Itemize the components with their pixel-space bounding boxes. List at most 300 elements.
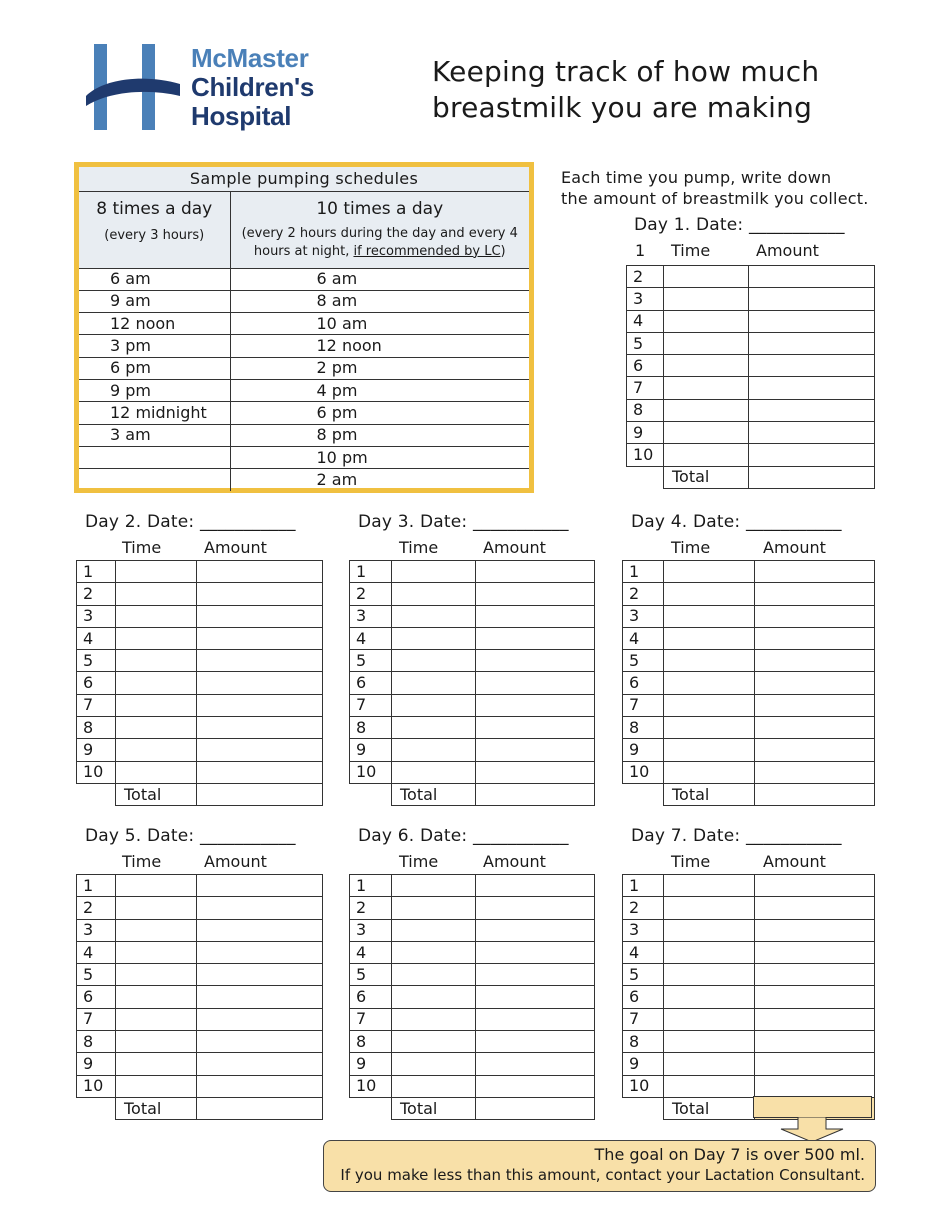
day-2-row bbox=[77, 672, 323, 694]
total-amount-cell[interactable] bbox=[197, 1097, 323, 1119]
logo-word-childrens: Children's bbox=[191, 72, 315, 102]
day-1-row bbox=[627, 422, 875, 444]
day-2-row bbox=[77, 627, 323, 649]
day-1-row bbox=[627, 399, 875, 421]
schedule-10x-time: 6 pm bbox=[230, 402, 529, 424]
amount-entry-cell[interactable] bbox=[197, 672, 323, 694]
day-2-row bbox=[77, 694, 323, 716]
amount-entry-cell[interactable] bbox=[755, 761, 875, 783]
time-entry-cell[interactable] bbox=[116, 1053, 197, 1075]
time-entry-cell[interactable] bbox=[116, 964, 197, 986]
time-entry-cell[interactable] bbox=[392, 627, 476, 649]
amount-entry-cell[interactable] bbox=[755, 986, 875, 1008]
row-number: 7 bbox=[350, 694, 392, 716]
row-number: 1 bbox=[623, 875, 664, 897]
amount-entry-cell[interactable] bbox=[476, 561, 595, 583]
day-4-label: Day 4. Date: ___________ bbox=[631, 512, 842, 532]
amount-entry-cell[interactable] bbox=[476, 627, 595, 649]
amount-entry-cell[interactable] bbox=[476, 919, 595, 941]
schedule-row bbox=[79, 446, 529, 468]
amount-entry-cell[interactable] bbox=[197, 761, 323, 783]
row-number: 6 bbox=[627, 355, 664, 377]
amount-entry-cell[interactable] bbox=[197, 627, 323, 649]
day-5-row bbox=[77, 1053, 323, 1075]
amount-entry-cell[interactable] bbox=[755, 964, 875, 986]
day-4-row bbox=[623, 761, 875, 783]
amount-entry-cell[interactable] bbox=[755, 875, 875, 897]
row-number: 1 bbox=[350, 561, 392, 583]
day-2-row bbox=[77, 583, 323, 605]
row-number: 10 bbox=[350, 1075, 392, 1097]
day-7-row bbox=[623, 919, 875, 941]
time-entry-cell[interactable] bbox=[664, 332, 749, 354]
row-number: 3 bbox=[77, 605, 116, 627]
day-4-table bbox=[622, 560, 875, 806]
hospital-logo bbox=[84, 42, 344, 134]
row-number: 8 bbox=[350, 717, 392, 739]
row-number: 9 bbox=[77, 739, 116, 761]
schedule-8x-time: 3 am bbox=[79, 424, 230, 446]
page-title-line-1: Keeping track of how much bbox=[432, 55, 820, 88]
day-1-row bbox=[627, 444, 875, 466]
day-1-table bbox=[626, 265, 875, 489]
schedule-row bbox=[79, 402, 529, 424]
time-entry-cell[interactable] bbox=[664, 875, 755, 897]
time-entry-cell[interactable] bbox=[392, 875, 476, 897]
day-1-row bbox=[627, 332, 875, 354]
schedule-8x-time: 9 pm bbox=[79, 379, 230, 401]
row-number: 9 bbox=[350, 739, 392, 761]
time-entry-cell[interactable] bbox=[116, 739, 197, 761]
schedule-row bbox=[79, 379, 529, 401]
day-3-row bbox=[350, 717, 595, 739]
total-amount-cell[interactable] bbox=[476, 783, 595, 805]
amount-entry-cell[interactable] bbox=[197, 717, 323, 739]
amount-entry-cell[interactable] bbox=[755, 739, 875, 761]
schedule-caption: Sample pumping schedules bbox=[79, 167, 529, 191]
day-5-row bbox=[77, 1008, 323, 1030]
day-3-row bbox=[350, 694, 595, 716]
day-5-row bbox=[77, 986, 323, 1008]
amount-entry-cell[interactable] bbox=[755, 897, 875, 919]
amount-entry-cell[interactable] bbox=[476, 694, 595, 716]
amount-entry-cell[interactable] bbox=[755, 694, 875, 716]
amount-entry-cell[interactable] bbox=[476, 672, 595, 694]
row-number: 10 bbox=[77, 761, 116, 783]
time-entry-cell[interactable] bbox=[116, 761, 197, 783]
day-3-label: Day 3. Date: ___________ bbox=[358, 512, 569, 532]
day-5-row bbox=[77, 897, 323, 919]
amount-entry-cell[interactable] bbox=[749, 332, 875, 354]
sample-schedule-box bbox=[74, 162, 534, 493]
time-entry-cell[interactable] bbox=[116, 717, 197, 739]
instruction-line-2: the amount of breastmilk you collect. bbox=[561, 189, 869, 208]
day-3-total-row bbox=[350, 783, 595, 805]
row-number: 9 bbox=[623, 739, 664, 761]
day-5-row bbox=[77, 941, 323, 963]
total-label: Total bbox=[664, 783, 755, 805]
time-entry-cell[interactable] bbox=[664, 266, 749, 288]
amount-entry-cell[interactable] bbox=[755, 941, 875, 963]
day-1-row bbox=[627, 355, 875, 377]
total-spacer bbox=[627, 466, 664, 488]
time-entry-cell[interactable] bbox=[392, 897, 476, 919]
time-entry-cell[interactable] bbox=[116, 605, 197, 627]
row-number: 8 bbox=[627, 399, 664, 421]
day-5-table bbox=[76, 874, 323, 1120]
time-entry-cell[interactable] bbox=[664, 355, 749, 377]
amount-entry-cell[interactable] bbox=[476, 1008, 595, 1030]
schedule-10x-time: 10 pm bbox=[230, 446, 529, 468]
day-1-label: Day 1. Date: ___________ bbox=[634, 215, 845, 235]
amount-entry-cell[interactable] bbox=[755, 1053, 875, 1075]
day-5-row bbox=[77, 919, 323, 941]
time-entry-cell[interactable] bbox=[392, 919, 476, 941]
amount-entry-cell[interactable] bbox=[197, 739, 323, 761]
time-entry-cell[interactable] bbox=[392, 1031, 476, 1053]
day-1-row bbox=[627, 377, 875, 399]
time-entry-cell[interactable] bbox=[116, 897, 197, 919]
day-2-row bbox=[77, 561, 323, 583]
amount-entry-cell[interactable] bbox=[197, 561, 323, 583]
row-number: 6 bbox=[623, 986, 664, 1008]
amount-entry-cell[interactable] bbox=[749, 444, 875, 466]
time-entry-cell[interactable] bbox=[664, 605, 755, 627]
row-number: 5 bbox=[77, 964, 116, 986]
amount-entry-cell[interactable] bbox=[197, 897, 323, 919]
time-entry-cell[interactable] bbox=[664, 739, 755, 761]
amount-entry-cell[interactable] bbox=[197, 964, 323, 986]
row-number: 6 bbox=[77, 986, 116, 1008]
amount-entry-cell[interactable] bbox=[476, 986, 595, 1008]
time-entry-cell[interactable] bbox=[116, 627, 197, 649]
day-3-row bbox=[350, 627, 595, 649]
row-number: 6 bbox=[350, 986, 392, 1008]
row-number: 2 bbox=[623, 897, 664, 919]
schedule-row bbox=[79, 268, 529, 290]
day-6-table bbox=[349, 874, 595, 1120]
amount-entry-cell[interactable] bbox=[197, 919, 323, 941]
time-entry-cell[interactable] bbox=[664, 941, 755, 963]
amount-entry-cell[interactable] bbox=[476, 583, 595, 605]
schedule-10x-time: 8 am bbox=[230, 290, 529, 312]
time-entry-cell[interactable] bbox=[392, 717, 476, 739]
row-number: 4 bbox=[350, 941, 392, 963]
day-7-row bbox=[623, 986, 875, 1008]
schedule-row bbox=[79, 469, 529, 491]
day-2-row bbox=[77, 605, 323, 627]
row-number: 2 bbox=[77, 583, 116, 605]
day-7-table bbox=[622, 874, 875, 1120]
time-entry-cell[interactable] bbox=[116, 672, 197, 694]
day-5-row bbox=[77, 964, 323, 986]
schedule-row bbox=[79, 290, 529, 312]
row-number: 10 bbox=[623, 1075, 664, 1097]
time-entry-cell[interactable] bbox=[664, 399, 749, 421]
time-entry-cell[interactable] bbox=[664, 761, 755, 783]
schedule-10x-time: 4 pm bbox=[230, 379, 529, 401]
schedule-col2-subtitle bbox=[231, 225, 530, 261]
amount-entry-cell[interactable] bbox=[749, 377, 875, 399]
day-2-table bbox=[76, 560, 323, 806]
amount-entry-cell[interactable] bbox=[476, 897, 595, 919]
time-entry-cell[interactable] bbox=[664, 1053, 755, 1075]
day-5-total-row bbox=[77, 1097, 323, 1119]
time-entry-cell[interactable] bbox=[392, 672, 476, 694]
amount-entry-cell[interactable] bbox=[755, 1031, 875, 1053]
schedule-10x-time: 12 noon bbox=[230, 335, 529, 357]
amount-entry-cell[interactable] bbox=[476, 875, 595, 897]
amount-entry-cell[interactable] bbox=[755, 561, 875, 583]
time-entry-cell[interactable] bbox=[392, 1075, 476, 1097]
amount-entry-cell[interactable] bbox=[749, 310, 875, 332]
time-entry-cell[interactable] bbox=[664, 986, 755, 1008]
row-number: 3 bbox=[350, 605, 392, 627]
row-number: 8 bbox=[77, 717, 116, 739]
goal-callout bbox=[323, 1140, 876, 1192]
day-6-time-header: Time bbox=[399, 852, 439, 871]
row-number: 9 bbox=[627, 422, 664, 444]
time-entry-cell[interactable] bbox=[392, 761, 476, 783]
row-number: 6 bbox=[350, 672, 392, 694]
day-2-total-row bbox=[77, 783, 323, 805]
amount-entry-cell[interactable] bbox=[197, 694, 323, 716]
time-entry-cell[interactable] bbox=[664, 672, 755, 694]
time-entry-cell[interactable] bbox=[664, 422, 749, 444]
total-amount-cell[interactable] bbox=[476, 1097, 595, 1119]
time-entry-cell[interactable] bbox=[116, 694, 197, 716]
total-amount-cell[interactable] bbox=[755, 783, 875, 805]
row-number: 3 bbox=[623, 605, 664, 627]
time-entry-cell[interactable] bbox=[664, 377, 749, 399]
amount-entry-cell[interactable] bbox=[749, 355, 875, 377]
time-entry-cell[interactable] bbox=[392, 1053, 476, 1075]
schedule-rows bbox=[79, 268, 529, 491]
day-3-row bbox=[350, 561, 595, 583]
row-number: 7 bbox=[627, 377, 664, 399]
time-entry-cell[interactable] bbox=[392, 739, 476, 761]
amount-entry-cell[interactable] bbox=[755, 627, 875, 649]
total-spacer bbox=[350, 783, 392, 805]
amount-entry-cell[interactable] bbox=[755, 1075, 875, 1097]
time-entry-cell[interactable] bbox=[664, 650, 755, 672]
day-1-log bbox=[625, 214, 875, 489]
time-entry-cell[interactable] bbox=[392, 605, 476, 627]
time-entry-cell[interactable] bbox=[392, 583, 476, 605]
amount-entry-cell[interactable] bbox=[476, 941, 595, 963]
time-entry-cell[interactable] bbox=[664, 627, 755, 649]
day-7-label: Day 7. Date: ___________ bbox=[631, 826, 842, 846]
amount-entry-cell[interactable] bbox=[755, 605, 875, 627]
time-entry-cell[interactable] bbox=[116, 875, 197, 897]
amount-entry-cell[interactable] bbox=[197, 875, 323, 897]
day-2-label: Day 2. Date: ___________ bbox=[85, 512, 296, 532]
amount-entry-cell[interactable] bbox=[755, 650, 875, 672]
amount-entry-cell[interactable] bbox=[476, 761, 595, 783]
amount-entry-cell[interactable] bbox=[197, 583, 323, 605]
schedule-10x-time: 2 pm bbox=[230, 357, 529, 379]
day-6-row bbox=[350, 986, 595, 1008]
total-amount-cell[interactable] bbox=[197, 783, 323, 805]
time-entry-cell[interactable] bbox=[116, 1008, 197, 1030]
day-1-amount-header: Amount bbox=[756, 241, 819, 260]
day-6-row bbox=[350, 919, 595, 941]
time-entry-cell[interactable] bbox=[392, 561, 476, 583]
day-4-row bbox=[623, 739, 875, 761]
day-5-row bbox=[77, 1031, 323, 1053]
time-entry-cell[interactable] bbox=[664, 919, 755, 941]
amount-entry-cell[interactable] bbox=[476, 1053, 595, 1075]
day-4-log bbox=[622, 511, 876, 806]
row-number: 6 bbox=[623, 672, 664, 694]
time-entry-cell[interactable] bbox=[392, 941, 476, 963]
time-entry-cell[interactable] bbox=[664, 561, 755, 583]
day-2-time-header: Time bbox=[122, 538, 162, 557]
amount-entry-cell[interactable] bbox=[749, 399, 875, 421]
amount-entry-cell[interactable] bbox=[197, 605, 323, 627]
row-number: 4 bbox=[623, 941, 664, 963]
time-entry-cell[interactable] bbox=[664, 717, 755, 739]
day-7-row bbox=[623, 1075, 875, 1097]
amount-entry-cell[interactable] bbox=[476, 1031, 595, 1053]
total-spacer bbox=[77, 783, 116, 805]
amount-entry-cell[interactable] bbox=[197, 1031, 323, 1053]
row-number: 2 bbox=[350, 897, 392, 919]
time-entry-cell[interactable] bbox=[392, 964, 476, 986]
total-spacer bbox=[623, 1097, 664, 1119]
time-entry-cell[interactable] bbox=[116, 986, 197, 1008]
day-6-log bbox=[349, 825, 596, 1120]
row-number: 1 bbox=[350, 875, 392, 897]
row-number: 10 bbox=[77, 1075, 116, 1097]
day-3-amount-header: Amount bbox=[483, 538, 546, 557]
amount-entry-cell[interactable] bbox=[755, 1008, 875, 1030]
amount-entry-cell[interactable] bbox=[749, 288, 875, 310]
day-7-row bbox=[623, 941, 875, 963]
day-7-row bbox=[623, 897, 875, 919]
time-entry-cell[interactable] bbox=[664, 583, 755, 605]
schedule-8x-time: 6 am bbox=[79, 268, 230, 290]
amount-entry-cell[interactable] bbox=[197, 1075, 323, 1097]
schedule-row bbox=[79, 424, 529, 446]
day-5-row bbox=[77, 875, 323, 897]
time-entry-cell[interactable] bbox=[664, 1008, 755, 1030]
time-entry-cell[interactable] bbox=[664, 1031, 755, 1053]
time-entry-cell[interactable] bbox=[392, 650, 476, 672]
time-entry-cell[interactable] bbox=[664, 1075, 755, 1097]
amount-entry-cell[interactable] bbox=[755, 919, 875, 941]
amount-entry-cell[interactable] bbox=[197, 1008, 323, 1030]
time-entry-cell[interactable] bbox=[664, 310, 749, 332]
row-number: 4 bbox=[77, 627, 116, 649]
day-6-row bbox=[350, 875, 595, 897]
time-entry-cell[interactable] bbox=[116, 1031, 197, 1053]
schedule-col2-title: 10 times a day bbox=[316, 198, 444, 219]
day-6-row bbox=[350, 897, 595, 919]
total-label: Total bbox=[116, 1097, 197, 1119]
amount-entry-cell[interactable] bbox=[476, 1075, 595, 1097]
amount-entry-cell[interactable] bbox=[476, 717, 595, 739]
time-entry-cell[interactable] bbox=[116, 919, 197, 941]
day-1-row bbox=[627, 288, 875, 310]
row-number: 10 bbox=[627, 444, 664, 466]
day-1-row bbox=[627, 266, 875, 288]
total-amount-cell[interactable] bbox=[749, 466, 875, 488]
schedule-8x-time: 3 pm bbox=[79, 335, 230, 357]
day-7-total-highlight bbox=[753, 1096, 872, 1118]
time-entry-cell[interactable] bbox=[116, 650, 197, 672]
row-number: 4 bbox=[627, 310, 664, 332]
row-number: 3 bbox=[623, 919, 664, 941]
time-entry-cell[interactable] bbox=[116, 583, 197, 605]
amount-entry-cell[interactable] bbox=[476, 739, 595, 761]
sample-schedule-table bbox=[79, 167, 529, 491]
amount-entry-cell[interactable] bbox=[476, 964, 595, 986]
day-3-row bbox=[350, 672, 595, 694]
amount-entry-cell[interactable] bbox=[755, 672, 875, 694]
amount-entry-cell[interactable] bbox=[755, 583, 875, 605]
time-entry-cell[interactable] bbox=[116, 561, 197, 583]
total-label: Total bbox=[664, 466, 749, 488]
amount-entry-cell[interactable] bbox=[197, 941, 323, 963]
amount-entry-cell[interactable] bbox=[197, 986, 323, 1008]
amount-entry-cell[interactable] bbox=[755, 717, 875, 739]
row-number: 2 bbox=[77, 897, 116, 919]
total-spacer bbox=[350, 1097, 392, 1119]
row-number: 2 bbox=[623, 583, 664, 605]
day-5-amount-header: Amount bbox=[204, 852, 267, 871]
time-entry-cell[interactable] bbox=[116, 941, 197, 963]
day-6-row bbox=[350, 1075, 595, 1097]
time-entry-cell[interactable] bbox=[664, 964, 755, 986]
schedule-col1-header bbox=[79, 191, 230, 268]
schedule-row bbox=[79, 335, 529, 357]
day-2-amount-header: Amount bbox=[204, 538, 267, 557]
time-entry-cell[interactable] bbox=[392, 694, 476, 716]
amount-entry-cell[interactable] bbox=[197, 650, 323, 672]
day-7-time-header: Time bbox=[671, 852, 711, 871]
row-number: 6 bbox=[77, 672, 116, 694]
page-title bbox=[432, 54, 902, 126]
day-3-time-header: Time bbox=[399, 538, 439, 557]
row-number: 4 bbox=[623, 627, 664, 649]
schedule-col2-subtitle-b-text: 4 hours at night, bbox=[253, 225, 518, 259]
time-entry-cell[interactable] bbox=[392, 1008, 476, 1030]
schedule-8x-time: 9 am bbox=[79, 290, 230, 312]
time-entry-cell[interactable] bbox=[116, 1075, 197, 1097]
day-1-row bbox=[627, 310, 875, 332]
amount-entry-cell[interactable] bbox=[197, 1053, 323, 1075]
schedule-10x-time: 8 pm bbox=[230, 424, 529, 446]
amount-entry-cell[interactable] bbox=[476, 605, 595, 627]
row-number: 3 bbox=[627, 288, 664, 310]
amount-entry-cell[interactable] bbox=[749, 266, 875, 288]
logo-word-mcmaster: McMaster bbox=[191, 43, 309, 73]
time-entry-cell[interactable] bbox=[664, 444, 749, 466]
amount-entry-cell[interactable] bbox=[476, 650, 595, 672]
row-number: 1 bbox=[623, 561, 664, 583]
time-entry-cell[interactable] bbox=[664, 897, 755, 919]
time-entry-cell[interactable] bbox=[664, 694, 755, 716]
row-number: 7 bbox=[77, 1008, 116, 1030]
page-title-line-2: breastmilk you are making bbox=[432, 91, 813, 124]
day-3-row bbox=[350, 650, 595, 672]
goal-line-1: The goal on Day 7 is over 500 ml. bbox=[594, 1145, 865, 1164]
amount-entry-cell[interactable] bbox=[749, 422, 875, 444]
day-7-amount-header: Amount bbox=[763, 852, 826, 871]
time-entry-cell[interactable] bbox=[664, 288, 749, 310]
time-entry-cell[interactable] bbox=[392, 986, 476, 1008]
